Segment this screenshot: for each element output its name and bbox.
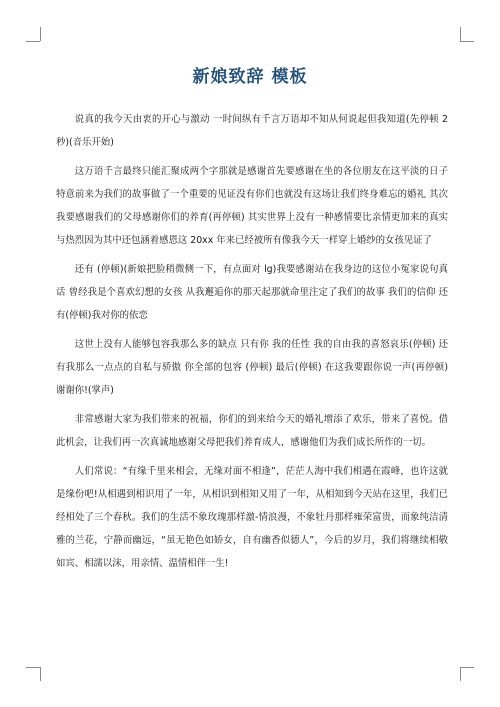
- document-title: 新娘致辞 模板: [192, 67, 308, 87]
- paragraph-2: 这万语千言最终只能汇聚成两个字那就是感谢首先要感谢在坐的各位朋友在这平淡的日子特意前来为我们的故事做了一个重要的见证没有你们也就没有这场让我们终身难忘的婚礼 其次我要感谢我们的父母感谢你们的养育(再停顿) 其实世界上没有一种感情要比亲情更加来的真实与热烈因为其中还包涵着感恩这 20xx 年来已经被所有像我今天一样穿上婚纱的女孩见证了: [56, 166, 448, 246]
- crop-mark-top-right-v: [460, 27, 461, 41]
- paragraph-5: 非常感谢大家为我们带来的祝福，你们的到来给今天的婚礼增添了欢乐，带来了喜悦。借此机会，让我们再一次真诚地感谢父母把我们养育成人，感谢他们为我们成长所作的一切。: [56, 414, 448, 448]
- crop-mark-bottom-left-v: [40, 667, 41, 681]
- paragraph-3: 还有 (停顿)(新娘把脸稍微侧一下，有点面对 lg)我要感谢站在我身边的这位小冤家说句真话 曾经我是个喜欢幻想的女孩 从我邂逅你的那天起那就命里注定了我们的故事 我们的信仰 还有(停顿)我对你的依恋: [56, 264, 448, 321]
- crop-mark-bottom-left-h: [26, 667, 40, 668]
- paragraph-4: 这世上没有人能够包容我那么多的缺点 只有你 我的任性 我的自由我的喜怒哀乐(停顿) 还有我那么一点点的自私与骄傲 你全部的包容 (停顿) 最后(停顿) 在这我要跟你说一声(再停顿) 谢谢你!(掌声): [56, 339, 448, 396]
- document-body: [56, 108, 448, 581]
- crop-mark-bottom-right-v: [460, 667, 461, 681]
- paragraph-6: 人们常说：“有缘千里来相会，无缘对面不相逢”，茫茫人海中我们相遇在霞峰，也许这就是缘份吧!从相遇到相识用了一年，从相识到相知又用了一年，从相知到今天站在这里，我们已经相处了三个春秋。我们的生活不象玫瑰那样激-情浪漫，不象牡丹那样雍荣富贵，而象纯洁清雅的兰花，宁静而幽远，“虽无艳色如娇女，自有幽香似德人”，今后的岁月，我们将继续相敬如宾、相濡以沫，用亲情、温情相伴一生!: [56, 466, 448, 569]
- crop-mark-top-left-h: [26, 41, 40, 42]
- paragraph-1: 说真的我今天由衷的开心与激动 一时间纵有千言万语却不知从何说起但我知道(先停顿 2 秒)(音乐开始): [56, 114, 448, 148]
- crop-mark-top-right-h: [460, 41, 474, 42]
- crop-mark-top-left-v: [40, 27, 41, 41]
- crop-mark-bottom-right-h: [460, 667, 474, 668]
